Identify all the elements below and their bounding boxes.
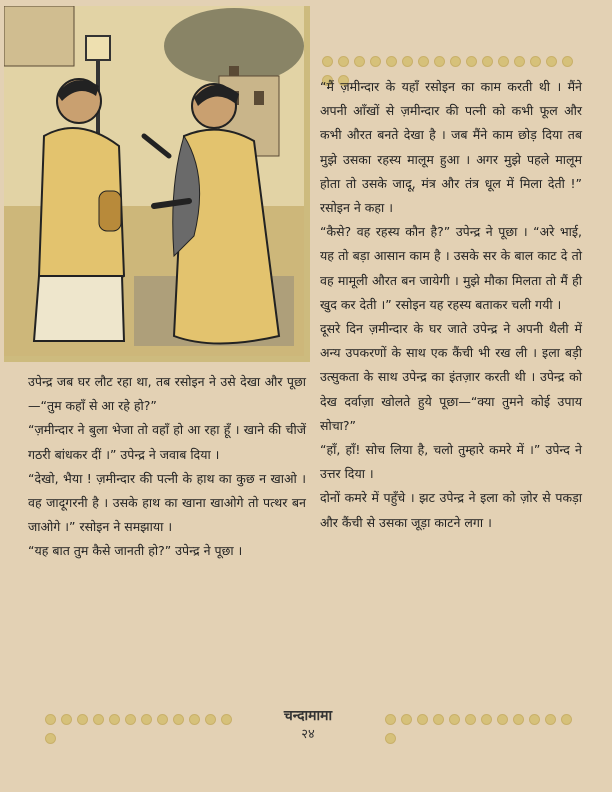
paragraph: “हाँ, हाँ! सोच लिया है, चलो तुम्हारे कमरे में ।” उपेन्द ने उत्तर दिया । [320, 442, 582, 482]
paragraph: “मैं ज़मीन्दार के यहाँ रसोइन का काम करती थी । मैंने अपनी आँखों से ज़मीन्दार की पत्नी को कभी फूल और कभी औरत बनते देखा है । जब मैंने काम छोड़ दिया तब मुझे उसका रहस्य मालूम हुआ । अगर मुझे पहले मालूम होता तो उसके जादू, मंत्र और तंत्र धूल में मिला देती !” रसोइन ने कहा । [320, 79, 582, 216]
magazine-title: चन्दामामा [283, 708, 333, 724]
page-number: २४ [301, 727, 315, 742]
left-text-column [28, 370, 306, 564]
ornament-border-top [322, 52, 587, 64]
paragraph: “ज़मीन्दार ने बुला भेजा तो वहाँ हो आ रहा हूँ । खाने की चीजें गठरी बांधकर दीं ।” उपेन्द्र ने जवाब दिया । [28, 422, 306, 462]
story-illustration [4, 6, 310, 362]
paragraph: “कैसे? वह रहस्य कौन है?” उपेन्द्र ने पूछा । “अरे भाई, यह तो बड़ा आसान काम है । उसके सर के बाल काट दे तो वह मामूली औरत बन जायेगी । मुझे मौका मिलता तो मैं ही खुद कर देती ।” रसोइन यह रहस्य बताकर चली गयी । [320, 224, 582, 312]
paragraph: उपेन्द्र जब घर लौट रहा था, तब रसोइन ने उसे देखा और पूछा—“तुम कहाँ से आ रहे हो?” [28, 374, 306, 414]
ornament-border-bottom-left [45, 710, 245, 722]
illustration-drawing [4, 6, 304, 356]
paragraph: दोनों कमरे में पहुँचे । झट उपेन्द्र ने इला को ज़ोर से पकड़ा और कैंची से उसका जूड़ा काटने लगा । [320, 490, 582, 530]
paragraph: “देखो, भैया ! ज़मीन्दार की पत्नी के हाथ का कुछ न खाओ । वह जादूगरनी है । उसके हाथ का खाना खाओगे तो पत्थर बन जाओगे ।” रसोइन ने समझाया । [28, 470, 306, 535]
paragraph: “यह बात तुम कैसे जानती हो?” उपेन्द्र ने पूछा । [28, 543, 243, 559]
paragraph: दूसरे दिन ज़मीन्दार के घर जाते उपेन्द्र ने अपनी थैली में अन्य उपकरणों के साथ एक कैंची भी रख ली । इला बड़ी उत्सुकता के साथ उपेन्द्र का इंतज़ार करती थी । उपेन्द्र को देख दर्वाज़ा खोलते हुये पूछा—“क्या तुमने कोई उपाय सोचा?” [320, 321, 582, 433]
ornament-border-bottom-right [385, 710, 585, 722]
right-text-column [320, 75, 582, 535]
